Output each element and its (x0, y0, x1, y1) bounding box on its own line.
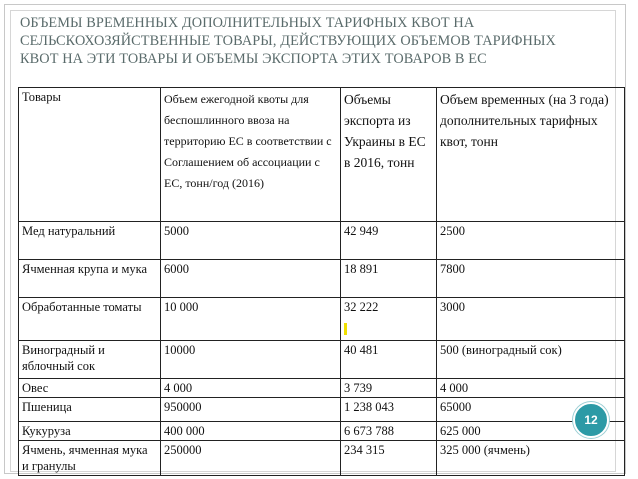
table-header-row (19, 88, 625, 222)
text-cursor-highlight (344, 323, 347, 335)
cell-goods: Ячменная крупа и мука (19, 260, 161, 298)
cell-additional-quota: 625 000 (437, 422, 625, 441)
cell-export: 6 673 788 (341, 422, 437, 441)
header-additional-quota: Объем временных (на 3 года) дополнительных тарифных квот, тонн (437, 88, 625, 222)
cell-export: 40 481 (341, 341, 437, 379)
table-row (19, 260, 625, 298)
table-row (19, 379, 625, 398)
cell-export: 3 739 (341, 379, 437, 398)
cell-export (341, 298, 437, 341)
cell-annual-quota: 5000 (161, 222, 341, 260)
cell-goods: Кукуруза (19, 422, 161, 441)
title-line: КВОТ НА ЭТИ ТОВАРЫ И ОБЪЕМЫ ЭКСПОРТА ЭТИХ ТОВАРОВ В ЕС (20, 51, 487, 67)
cell-goods: Ячмень, ячменная мука и гранулы (19, 441, 161, 476)
cell-additional-quota: 2500 (437, 222, 625, 260)
cell-additional-quota: 500 (виноградный сок) (437, 341, 625, 379)
cell-annual-quota: 6000 (161, 260, 341, 298)
table-row (19, 298, 625, 341)
header-export-volume: Объемы экспорта из Украины в ЕС в 2016, тонн (341, 88, 437, 222)
slide-title (20, 14, 580, 68)
cell-export: 42 949 (341, 222, 437, 260)
table-row (19, 341, 625, 379)
quota-table (18, 87, 625, 476)
cell-additional-quota: 4 000 (437, 379, 625, 398)
cell-goods: Обработанные томаты (19, 298, 161, 341)
cell-export: 1 238 043 (341, 398, 437, 422)
cell-export: 234 315 (341, 441, 437, 476)
table-row (19, 441, 625, 476)
cell-export-value: 32 222 (344, 300, 379, 314)
cell-goods: Мед натуральний (19, 222, 161, 260)
table-row (19, 422, 625, 441)
title-line: СЕЛЬСКОХОЗЯЙСТВЕННЫЕ ТОВАРЫ, ДЕЙСТВУЮЩИХ ОБЪЕМОВ ТАРИФНЫХ (20, 33, 556, 49)
cell-export: 18 891 (341, 260, 437, 298)
cell-goods: Овес (19, 379, 161, 398)
cell-additional-quota: 325 000 (ячмень) (437, 441, 625, 476)
cell-additional-quota: 7800 (437, 260, 625, 298)
header-goods: Товары (19, 88, 161, 222)
cell-annual-quota: 10 000 (161, 298, 341, 341)
cell-annual-quota: 400 000 (161, 422, 341, 441)
cell-goods: Пшеница (19, 398, 161, 422)
cell-annual-quota: 950000 (161, 398, 341, 422)
cell-additional-quota: 3000 (437, 298, 625, 341)
cell-goods: Виноградный и яблочный сок (19, 341, 161, 379)
title-line: ОБЪЕМЫ ВРЕМЕННЫХ ДОПОЛНИТЕЛЬНЫХ ТАРИФНЫХ КВОТ НА (20, 15, 475, 31)
table-row (19, 222, 625, 260)
page-number: 12 (584, 413, 598, 427)
cell-annual-quota: 250000 (161, 441, 341, 476)
cell-annual-quota: 10000 (161, 341, 341, 379)
cell-additional-quota: 65000 (437, 398, 625, 422)
cell-annual-quota: 4 000 (161, 379, 341, 398)
page-number-badge (573, 402, 609, 438)
header-annual-quota: Объем ежегодной квоты для беспошлинного ввоза на территорию ЕС в соответствии с Соглашением об ассоциации с ЕС, тонн/год (2016) (161, 88, 341, 222)
table-row (19, 398, 625, 422)
